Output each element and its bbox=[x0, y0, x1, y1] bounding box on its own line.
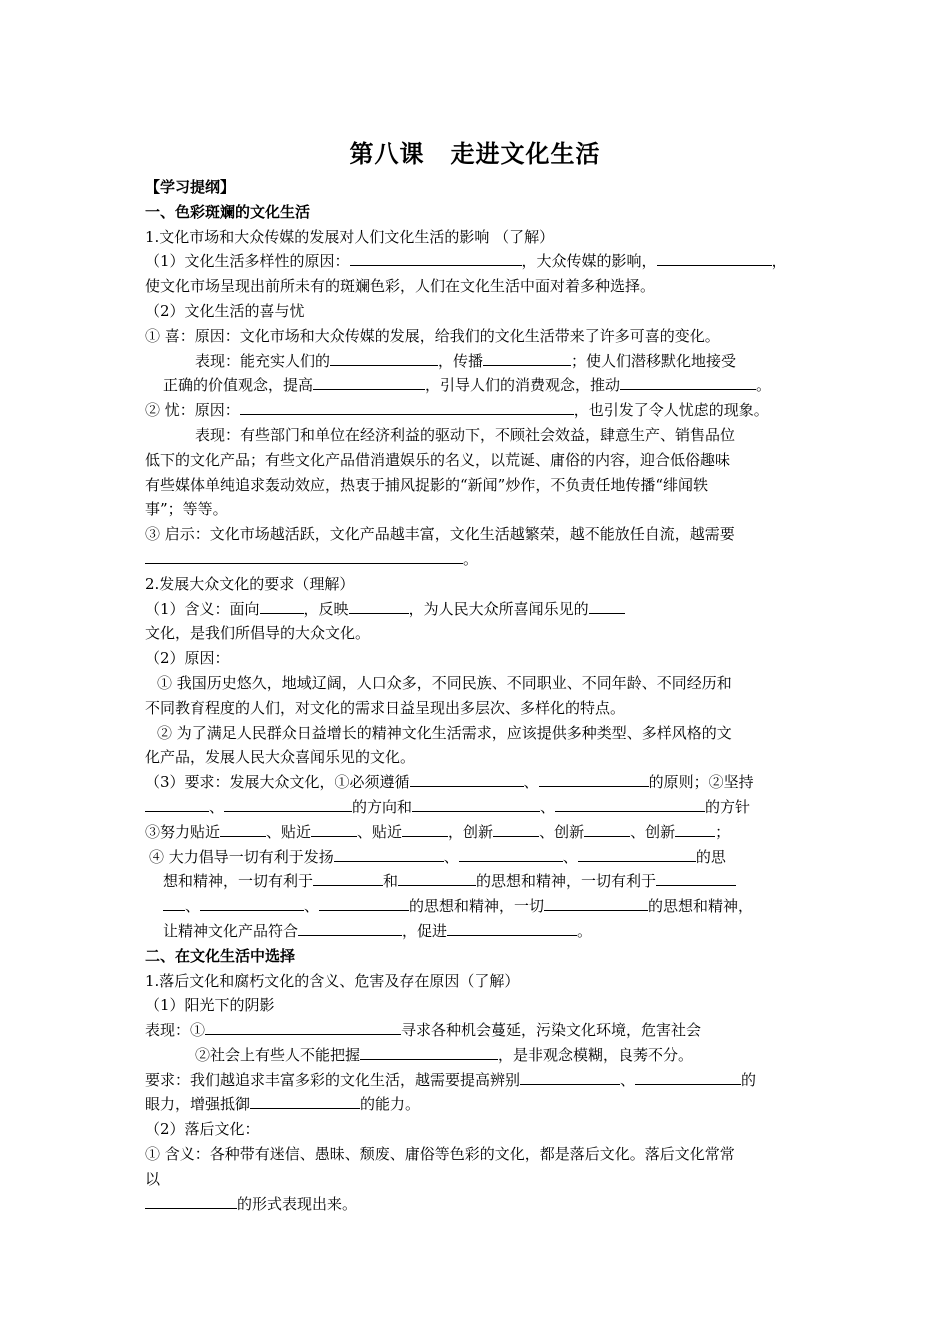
paragraph-line: 表现：能充实人们的 ，传播 ；使人们潜移默化地接受 bbox=[195, 351, 737, 370]
paragraph-line: 表现：① 寻求各种机会蔓延，污染文化环境，危害社会 bbox=[145, 1021, 702, 1040]
fill-blank[interactable] bbox=[145, 796, 209, 812]
fill-blank[interactable] bbox=[298, 920, 402, 936]
paragraph-line: （1）文化生活多样性的原因： ，大众传媒的影响， ， bbox=[145, 252, 787, 271]
fill-blank[interactable] bbox=[412, 796, 540, 812]
fill-blank[interactable] bbox=[589, 598, 625, 614]
paragraph-line: ① 我国历史悠久，地域辽阔，人口众多，不同民族、不同职业、不同年龄、不同经历和 bbox=[157, 673, 732, 692]
paragraph-line: ②社会上有些人不能把握 ，是非观念模糊，良莠不分。 bbox=[195, 1045, 694, 1064]
fill-blank[interactable] bbox=[334, 846, 444, 862]
paragraph-line: 事”；等等。 bbox=[145, 500, 228, 519]
paragraph-line: 、 的方向和 、 的方针 bbox=[145, 795, 815, 820]
paragraph-line: ③努力贴近 、贴近 、贴近 ，创新 、创新 、创新 ； bbox=[145, 822, 731, 841]
question-1: 1.落后文化和腐朽文化的含义、危害及存在原因（了解） bbox=[145, 971, 520, 990]
subheading: （1）阳光下的阴影 bbox=[145, 996, 275, 1015]
paragraph-line: 正确的价值观念，提高 ，引导人们的消费观念，推动 。 bbox=[163, 376, 772, 395]
fill-blank[interactable] bbox=[656, 870, 736, 886]
fill-blank[interactable] bbox=[447, 920, 577, 936]
paragraph-line: 文化，是我们所倡导的大众文化。 bbox=[145, 624, 371, 643]
paragraph-line: （1）含义：面向 ，反映 ，为人民大众所喜闻乐见的 bbox=[145, 597, 815, 622]
paragraph-line: 的形式表现出来。 bbox=[145, 1192, 815, 1217]
fill-blank[interactable] bbox=[319, 895, 409, 911]
paragraph-line: ③ 启示：文化市场越活跃，文化产品越丰富，文化生活越繁荣，越不能放任自流，越需要 bbox=[145, 525, 735, 544]
paragraph-line: 想和精神，一切有利于 和 的思想和精神，一切有利于 bbox=[145, 869, 815, 894]
fill-blank[interactable] bbox=[350, 250, 522, 266]
fill-blank[interactable] bbox=[410, 771, 524, 787]
paragraph-line: 以 bbox=[145, 1169, 161, 1188]
fill-blank[interactable] bbox=[205, 1019, 401, 1035]
paragraph-line: （2）原因： bbox=[145, 649, 230, 668]
fill-blank[interactable] bbox=[330, 350, 438, 366]
paragraph-line: 眼力，增强抵御 的能力。 bbox=[145, 1095, 421, 1114]
question-2: 2.发展大众文化的要求（理解） bbox=[145, 574, 355, 593]
fill-blank[interactable] bbox=[539, 771, 649, 787]
fill-blank[interactable] bbox=[520, 1069, 620, 1085]
title-lesson: 第八课 bbox=[349, 140, 425, 168]
paragraph-line: ① 含义：各种带有迷信、愚昧、颓废、庸俗等色彩的文化，都是落后文化。落后文化常常 bbox=[145, 1145, 735, 1164]
fill-blank[interactable] bbox=[311, 821, 357, 837]
paragraph-line: ④ 大力倡导一切有利于发扬 、 、 的思 bbox=[149, 847, 726, 866]
fill-blank[interactable] bbox=[145, 1193, 237, 1209]
outline-heading: 【学习提纲】 bbox=[145, 178, 236, 196]
paragraph-line: 、 、 的思想和精神，一切 的思想和精神， bbox=[145, 894, 815, 919]
fill-blank[interactable] bbox=[349, 598, 409, 614]
fill-blank[interactable] bbox=[657, 250, 772, 266]
fill-blank[interactable] bbox=[313, 870, 383, 886]
paragraph-line: 不同教育程度的人们，对文化的需求日益呈现出多层次、多样化的特点。 bbox=[145, 698, 626, 717]
fill-blank[interactable] bbox=[635, 1069, 741, 1085]
fill-blank[interactable] bbox=[578, 846, 696, 862]
fill-blank[interactable] bbox=[260, 598, 304, 614]
fill-blank[interactable] bbox=[200, 895, 304, 911]
fill-blank[interactable] bbox=[313, 374, 425, 390]
subheading: （2）落后文化： bbox=[145, 1120, 260, 1139]
fill-blank[interactable] bbox=[250, 1093, 360, 1109]
paragraph-line: （3）要求：发展大众文化，①必须遵循 、 的原则；②坚持 bbox=[145, 773, 754, 792]
paragraph-line: 低下的文化产品；有些文化产品借消遣娱乐的名义，以荒诞、庸俗的内容，迎合低俗趣味 bbox=[145, 450, 731, 469]
fill-blank[interactable] bbox=[620, 374, 756, 390]
document-body bbox=[145, 175, 815, 1216]
fill-blank[interactable] bbox=[360, 1044, 498, 1060]
page-title bbox=[0, 134, 950, 169]
title-topic: 走进文化生活 bbox=[450, 140, 601, 168]
fill-blank[interactable] bbox=[240, 399, 574, 415]
fill-blank[interactable] bbox=[398, 870, 476, 886]
paragraph-line: ② 为了满足人民群众日益增长的精神文化生活需求，应该提供多种类型、多样风格的文 bbox=[157, 723, 732, 742]
fill-blank[interactable] bbox=[675, 821, 715, 837]
paragraph-line: 要求：我们越追求丰富多彩的文化生活，越需要提高辨别 、 的 bbox=[145, 1070, 757, 1089]
section-heading: 二、在文化生活中选择 bbox=[145, 946, 296, 965]
fill-blank[interactable] bbox=[163, 895, 185, 911]
paragraph-line: 表现：有些部门和单位在经济利益的驱动下，不顾社会效益，肆意生产、销售品位 bbox=[195, 425, 736, 444]
fill-blank[interactable] bbox=[544, 895, 648, 911]
fill-blank[interactable] bbox=[220, 821, 266, 837]
fill-blank[interactable] bbox=[224, 796, 352, 812]
paragraph-line: ② 忧：原因： ，也引发了令人忧虑的现象。 bbox=[145, 401, 769, 420]
paragraph-line: 使文化市场呈现出前所未有的斑斓色彩，人们在文化生活中面对着多种选择。 bbox=[145, 277, 656, 296]
paragraph-line: ① 喜：原因：文化市场和大众传媒的发展，给我们的文化生活带来了许多可喜的变化。 bbox=[145, 326, 720, 345]
section-heading: 一、色彩斑斓的文化生活 bbox=[145, 202, 311, 221]
fill-blank[interactable] bbox=[483, 350, 571, 366]
paragraph-line: 有些媒体单纯追求轰动效应，热衷于捕风捉影的“新闻”炒作，不负责任地传播“绯闻轶 bbox=[145, 475, 709, 494]
fill-blank[interactable] bbox=[584, 821, 630, 837]
subheading: （2）文化生活的喜与忧 bbox=[145, 301, 305, 320]
fill-blank[interactable] bbox=[493, 821, 539, 837]
question-1: 1.文化市场和大众传媒的发展对人们文化生活的影响 （了解） bbox=[145, 227, 555, 246]
paragraph-line: 化产品，发展人民大众喜闻乐见的文化。 bbox=[145, 748, 416, 767]
fill-blank[interactable] bbox=[145, 548, 463, 564]
fill-blank[interactable] bbox=[555, 796, 705, 812]
fill-blank[interactable] bbox=[402, 821, 448, 837]
paragraph-line: 。 bbox=[145, 547, 815, 572]
fill-blank[interactable] bbox=[459, 846, 563, 862]
paragraph-line: 让精神文化产品符合 ，促进 。 bbox=[163, 921, 593, 940]
